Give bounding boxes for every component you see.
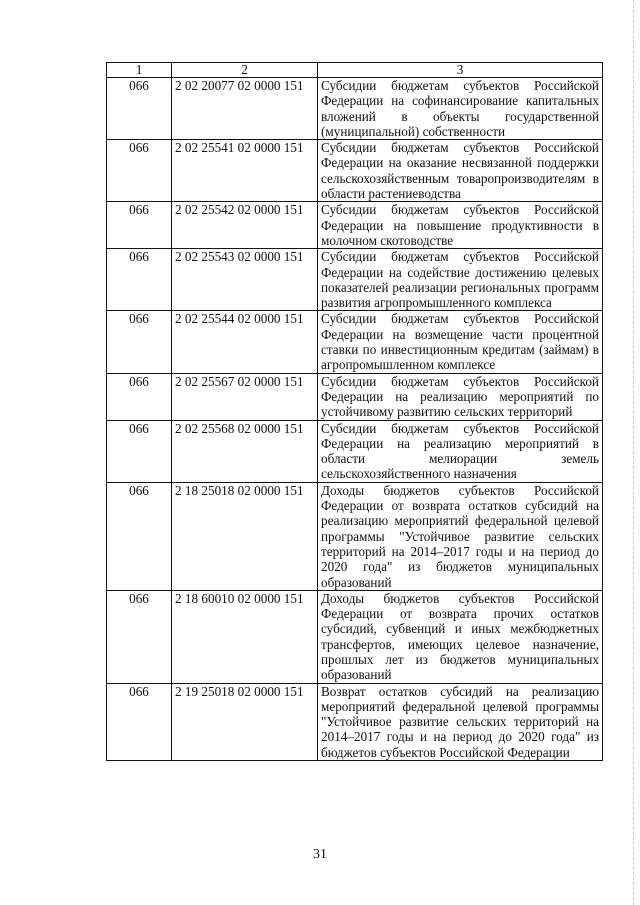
table-header-row (107, 63, 603, 78)
table-row (107, 249, 603, 311)
table-row (107, 590, 603, 683)
admin-code-cell: 066 (107, 590, 172, 683)
scan-edge-line (633, 0, 634, 905)
budget-code-cell: 2 02 25568 02 0000 151 (172, 420, 318, 482)
budget-code-cell: 2 02 25567 02 0000 151 (172, 373, 318, 420)
admin-code-cell: 066 (107, 78, 172, 140)
revenue-name-cell: Субсидии бюджетам субъектов Российской Федерации на софинансирование капитальных вложений в объекты государственной (муниципальной) собственности (318, 78, 603, 140)
admin-code-cell: 066 (107, 420, 172, 482)
page-number: 31 (313, 847, 327, 862)
column-header-2: 2 (172, 63, 318, 78)
table-row (107, 140, 603, 202)
revenue-name-cell: Субсидии бюджетам субъектов Российской Федерации на повышение продуктивности в молочном скотоводстве (318, 202, 603, 249)
column-header-1: 1 (107, 63, 172, 78)
revenue-name-cell: Доходы бюджетов субъектов Российской Федерации от возврата прочих остатков субсидий, субвенций и иных межбюджетных трансфертов, имеющих целевое назначение, прошлых лет из бюджетов муниципальных образований (318, 590, 603, 683)
column-header-3: 3 (318, 63, 603, 78)
budget-code-cell: 2 02 25543 02 0000 151 (172, 249, 318, 311)
revenue-name-cell: Возврат остатков субсидий на реализацию мероприятий федеральной целевой программы "Устойчивое развитие сельских территорий на 2014–2017 годы и на период до 2020 года" из бюджетов субъектов Российской Федерации (318, 683, 603, 760)
revenue-name-cell: Субсидии бюджетам субъектов Российской Федерации на реализацию мероприятий по устойчивому развитию сельских территорий (318, 373, 603, 420)
admin-code-cell: 066 (107, 202, 172, 249)
revenue-codes-table (106, 62, 603, 761)
budget-code-cell: 2 19 25018 02 0000 151 (172, 683, 318, 760)
table-row (107, 373, 603, 420)
revenue-name-cell: Субсидии бюджетам субъектов Российской Федерации на реализацию мероприятий в области мелиорации земель сельскохозяйственного назначения (318, 420, 603, 482)
budget-code-cell: 2 02 20077 02 0000 151 (172, 78, 318, 140)
admin-code-cell: 066 (107, 482, 172, 590)
revenue-name-cell: Доходы бюджетов субъектов Российской Федерации от возврата остатков субсидий на реализацию мероприятий федеральной целевой программы "Устойчивое развитие сельских территорий на 2014–2017 годы и на период до 2020 года" из бюджетов муниципальных образований (318, 482, 603, 590)
admin-code-cell: 066 (107, 683, 172, 760)
table-row (107, 683, 603, 760)
budget-code-cell: 2 02 25544 02 0000 151 (172, 311, 318, 373)
table-row (107, 78, 603, 140)
admin-code-cell: 066 (107, 311, 172, 373)
budget-code-cell: 2 02 25541 02 0000 151 (172, 140, 318, 202)
budget-code-cell: 2 18 60010 02 0000 151 (172, 590, 318, 683)
table-row (107, 482, 603, 590)
admin-code-cell: 066 (107, 249, 172, 311)
budget-code-cell: 2 18 25018 02 0000 151 (172, 482, 318, 590)
revenue-name-cell: Субсидии бюджетам субъектов Российской Федерации на возмещение части процентной ставки по инвестиционным кредитам (займам) в агропромышленном комплексе (318, 311, 603, 373)
budget-code-cell: 2 02 25542 02 0000 151 (172, 202, 318, 249)
table-row (107, 202, 603, 249)
revenue-name-cell: Субсидии бюджетам субъектов Российской Федерации на оказание несвязанной поддержки сельскохозяйственным товаропроизводителям в области растениеводства (318, 140, 603, 202)
admin-code-cell: 066 (107, 373, 172, 420)
table-row (107, 311, 603, 373)
admin-code-cell: 066 (107, 140, 172, 202)
revenue-name-cell: Субсидии бюджетам субъектов Российской Федерации на содействие достижению целевых показателей реализации региональных программ развития агропромышленного комплекса (318, 249, 603, 311)
table-row (107, 420, 603, 482)
